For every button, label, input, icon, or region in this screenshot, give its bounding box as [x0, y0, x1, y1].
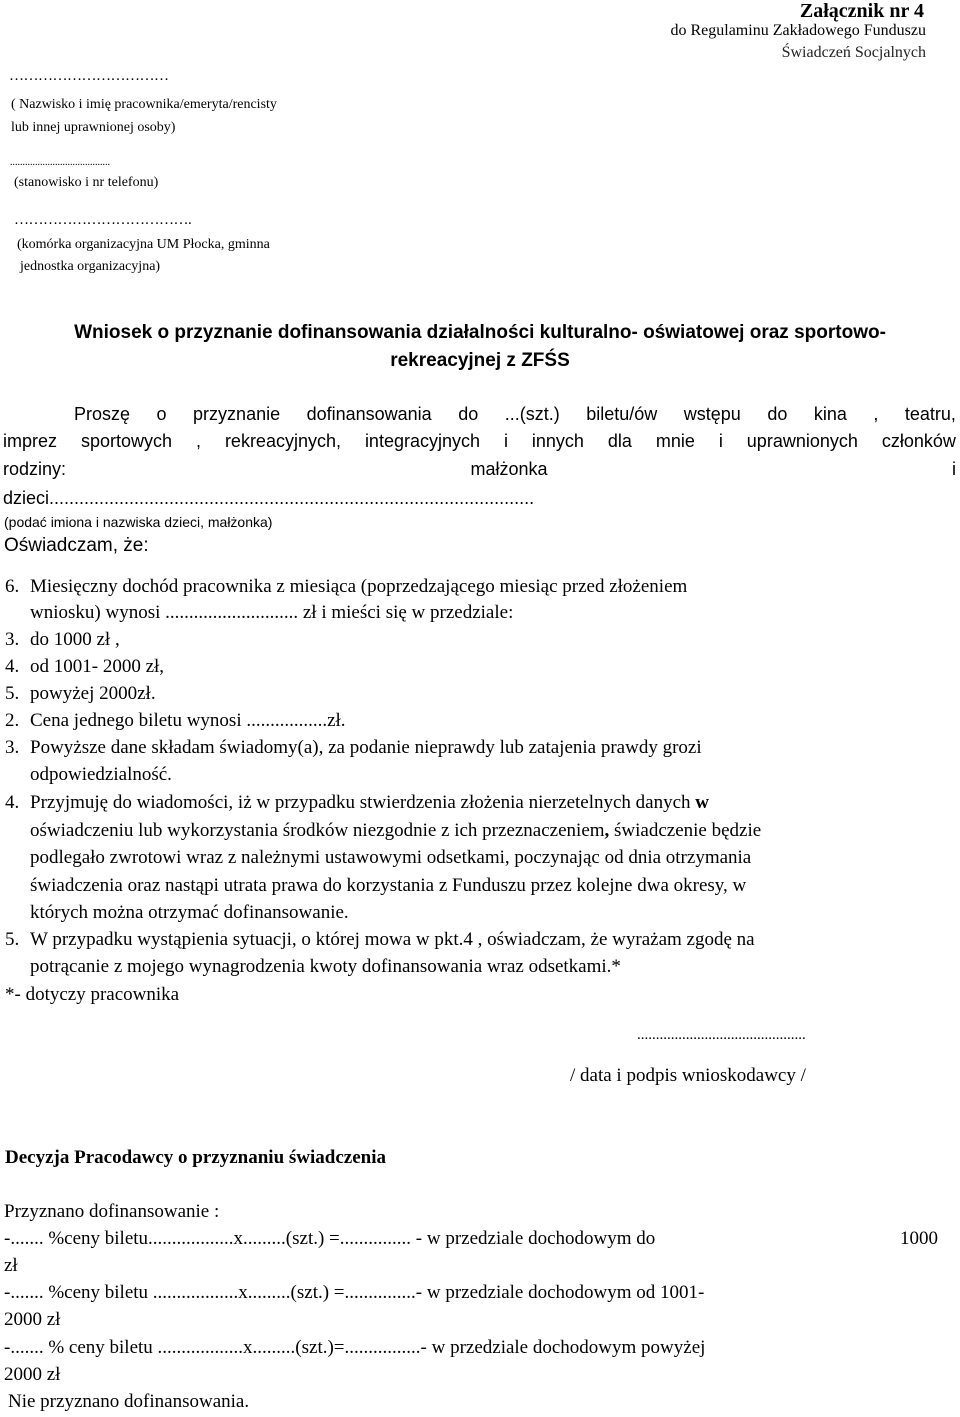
request-word: ,	[873, 404, 879, 424]
item1-line2: wniosku) wynosi ............................ zł i mieści się w przedziale:	[30, 602, 514, 623]
request-word: dofinansowania	[306, 404, 432, 424]
request-word: i	[503, 431, 508, 451]
request-word: dla	[607, 431, 632, 451]
grant-row2-amount: 2000 zł	[4, 1309, 61, 1330]
request-word: do	[458, 404, 479, 424]
grant-row1: -....... %ceny biletu..................x.........(szt.) =............... - w przedziale dochodowym do 1000	[4, 1228, 938, 1249]
income-range-3: 5. powyżej 2000zł.	[5, 683, 156, 704]
granted-label: Przyznano dofinansowanie :	[4, 1201, 220, 1222]
position-label: (stanowisko i nr telefonu)	[14, 175, 159, 190]
request-word: biletu/ów	[586, 404, 658, 424]
request-word: do	[767, 404, 788, 424]
item4-line3: podlegało zwrotowi wraz z należnymi ustawowymi odsetkami, poczynając od dnia otrzymania	[30, 847, 752, 868]
signature-dots-line: .............................................	[637, 1027, 806, 1043]
request-word: sportowych	[80, 431, 173, 451]
request-word: ...(szt.)	[504, 404, 560, 424]
item5-line2: potrącanie z mojego wynagrodzenia kwoty dofinansowania wraz odsetkami.*	[30, 956, 621, 977]
request-word: przyznanie	[193, 404, 281, 424]
grant-row3: -....... % ceny biletu ..................x.........(szt.)=................- w przedziale dochodowym powyżej	[4, 1337, 706, 1358]
grant-row1-currency: zł	[4, 1255, 18, 1276]
item3-line2: odpowiedzialność.	[30, 764, 172, 785]
footnote: *- dotyczy pracownika	[5, 984, 180, 1005]
request-word: integracyjnych	[364, 431, 480, 451]
item3-line1: 3. Powyższe dane składam świadomy(a), za podanie nieprawdy lub zatajenia prawdy grozi	[5, 737, 702, 758]
request-word: Proszę	[74, 404, 131, 424]
form-title-line2: rekreacyjnej z ZFŚS	[390, 350, 570, 371]
request-line3	[3, 459, 956, 480]
request-word: ,	[195, 431, 201, 451]
children-dots-line: dzieci.................................................................................................	[3, 488, 535, 508]
request-word: i	[718, 431, 723, 451]
position-dots-line: ........................................	[10, 157, 110, 168]
request-word: uprawnionych	[746, 431, 858, 451]
unit-label-line2: jednostka organizacyjna)	[20, 259, 161, 274]
signature-label: / data i podpis wnioskodawcy /	[570, 1065, 806, 1086]
item4-line4: świadczenia oraz nastąpi utrata prawa do korzystania z Funduszu przez kolejne dwa okresy, w	[30, 875, 747, 896]
request-word: mnie	[655, 431, 695, 451]
item4-line5: których można otrzymać dofinansowanie.	[30, 902, 349, 923]
unit-dots-line: ……………………………….	[14, 212, 192, 228]
unit-label-line1: (komórka organizacyjna UM Płocka, gminna	[17, 237, 270, 252]
request-word: teatru,	[904, 404, 956, 424]
item2-ticket-price: 2. Cena jednego biletu wynosi .................zł.	[5, 710, 346, 731]
attachment-subtitle-line1: do Regulaminu Zakładowego Funduszu	[670, 22, 926, 39]
denied-label: Nie przyznano dofinansowania.	[8, 1391, 250, 1412]
request-word: rodziny:	[3, 459, 67, 479]
decision-title: Decyzja Pracodawcy o przyznaniu świadczenia	[5, 1147, 386, 1168]
form-title-line1: Wniosek o przyznanie dofinansowania działalności kulturalno- oświatowej oraz sportowo-	[74, 322, 886, 343]
request-word: innych	[531, 431, 584, 451]
request-line1	[74, 404, 956, 425]
request-word: rekreacyjnych,	[224, 431, 341, 451]
name-label-line2: lub innej uprawnionej osoby)	[11, 120, 176, 135]
item4-line1: 4. Przyjmuję do wiadomości, iż w przypadku stwierdzenia złożenia nierzetelnych danych w	[5, 792, 710, 813]
request-word: kina	[813, 404, 847, 424]
item4-line2: oświadczeniu lub wykorzystania środków niezgodnie z ich przeznaczeniem, świadczenie będzie	[30, 820, 762, 841]
declare-heading: Oświadczam, że:	[4, 535, 149, 556]
name-label-line1: ( Nazwisko i imię pracownika/emeryta/rencisty	[11, 97, 277, 112]
request-word: imprez	[3, 431, 58, 451]
request-line2	[3, 431, 956, 452]
family-hint: (podać imiona i nazwiska dzieci, małżonka)	[4, 514, 273, 530]
item5-line1: 5. W przypadku wystąpienia sytuacji, o której mowa w pkt.4 , oświadczam, że wyrażam zgodę na	[5, 929, 755, 950]
request-word: członków	[881, 431, 956, 451]
request-word: o	[156, 404, 167, 424]
request-word: wstępu	[683, 404, 741, 424]
attachment-title: Załącznik nr 4	[799, 0, 924, 22]
attachment-subtitle-line2: Świadczeń Socjalnych	[781, 44, 926, 61]
income-range-2: 4. od 1001- 2000 zł,	[5, 656, 165, 677]
request-word: i	[951, 459, 956, 479]
name-dots-line: ……………………………	[9, 68, 169, 84]
grant-row2: -....... %ceny biletu ..................x.........(szt.) =...............- w przedziale dochodowym od 1001-	[4, 1282, 705, 1303]
item1-line1: 6. Miesięczny dochód pracownika z miesiąca (poprzedzającego miesiąc przed złożeniem	[5, 576, 688, 597]
request-word: małżonka	[470, 459, 548, 479]
grant-row3-amount: 2000 zł	[4, 1364, 61, 1385]
income-range-1: 3. do 1000 zł ,	[5, 629, 120, 650]
